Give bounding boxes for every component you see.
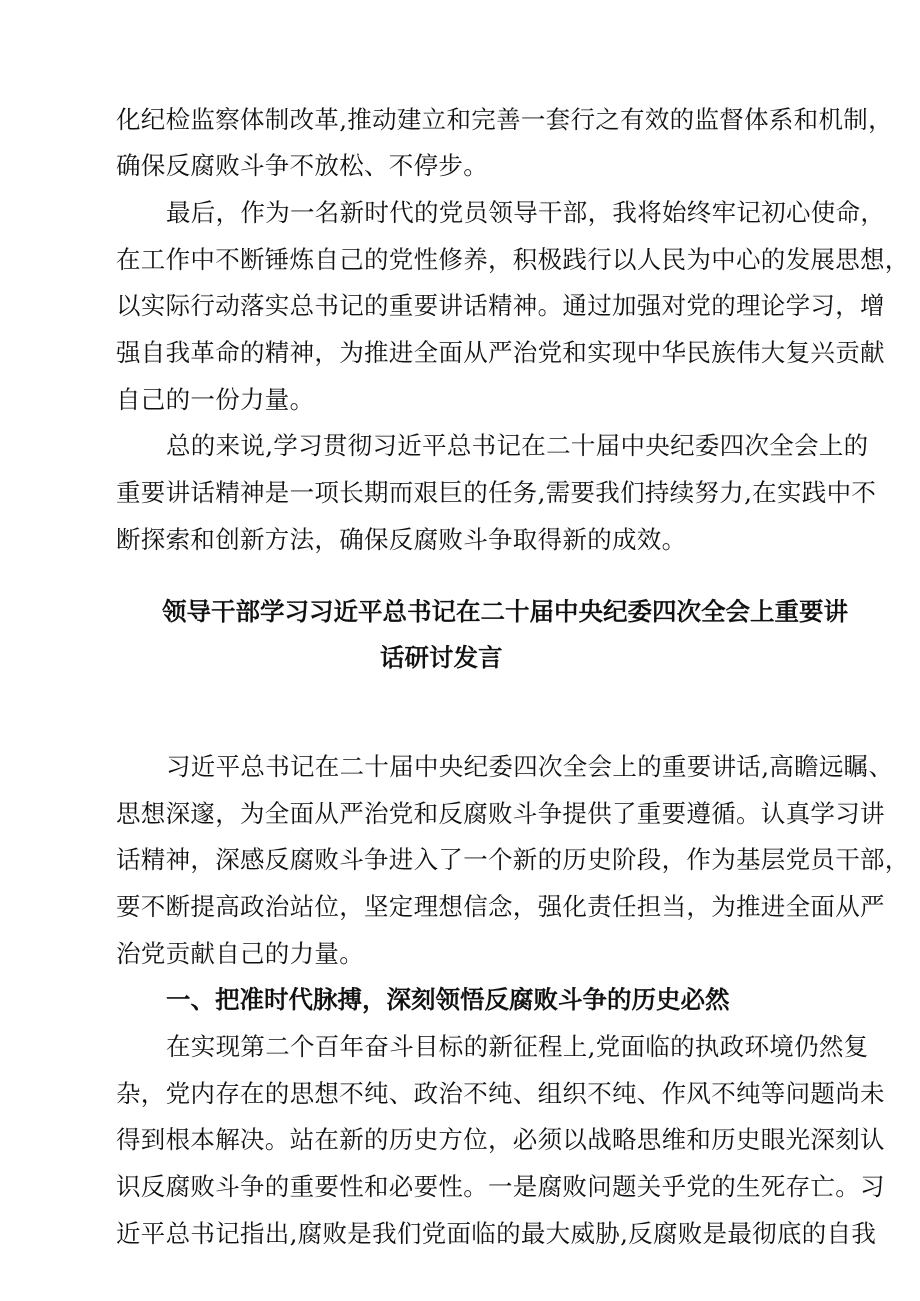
page-title: 领导干部学习习近平总书记在二十届中央纪委四次全会上重要讲 [162,597,848,626]
paragraph-line: 强自我革命的精神，为推进全面从严治党和实现中华民族伟大复兴贡献 [116,338,885,367]
paragraph-line: 杂，党内存在的思想不纯、政治不纯、组织不纯、作风不纯等问题尚未 [116,1079,885,1108]
paragraph-line: 近平总书记指出,腐败是我们党面临的最大威胁,反腐败是最彻底的自我 [116,1219,877,1248]
paragraph-line: 自己的一份力量。 [116,385,315,414]
paragraph-line: 重要讲话精神是一项长期而艰巨的任务,需要我们持续努力,在实践中不 [116,478,877,507]
paragraph-line: 得到根本解决。站在新的历史方位，必须以战略思维和历史眼光深刻认 [116,1125,885,1154]
paragraph-line: 确保反腐败斗争不放松、不停步。 [116,151,488,180]
paragraph-line: 最后，作为一名新时代的党员领导干部，我将始终牢记初心使命， [166,198,886,227]
paragraph-line: 在实现第二个百年奋斗目标的新征程上,党面临的执政环境仍然复 [166,1032,869,1061]
paragraph-line: 在工作中不断锤炼自己的党性修养，积极践行以人民为中心的发展思想， [116,245,910,274]
paragraph-line: 话精神，深感反腐败斗争进入了一个新的历史阶段，作为基层党员干部， [116,845,910,874]
paragraph-line: 要不断提高政治站位，坚定理想信念，强化责任担当，为推进全面从严 [116,892,885,921]
paragraph-line: 治党贡献自己的力量。 [116,939,364,968]
paragraph-line: 化纪检监察体制改革,推动建立和完善一套行之有效的监督体系和机制， [116,105,893,134]
paragraph-line: 以实际行动落实总书记的重要讲话精神。通过加强对党的理论学习，增 [116,291,885,320]
paragraph-line: 断探索和创新方法，确保反腐败斗争取得新的成效。 [116,525,687,554]
paragraph-line: 总的来说,学习贯彻习近平总书记在二十届中央纪委四次全会上的 [166,431,869,460]
page-title-continued: 话研讨发言 [380,643,503,672]
paragraph-line: 习近平总书记在二十届中央纪委四次全会上的重要讲话,高瞻远瞩、 [166,752,894,781]
paragraph-line: 思想深邃，为全面从严治党和反腐败斗争提供了重要遵循。认真学习讲 [116,799,885,828]
paragraph-line: 识反腐败斗争的重要性和必要性。一是腐败问题关乎党的生死存亡。习 [116,1172,885,1201]
section-heading: 一、把准时代脉搏，深刻领悟反腐败斗争的历史必然 [166,985,730,1014]
